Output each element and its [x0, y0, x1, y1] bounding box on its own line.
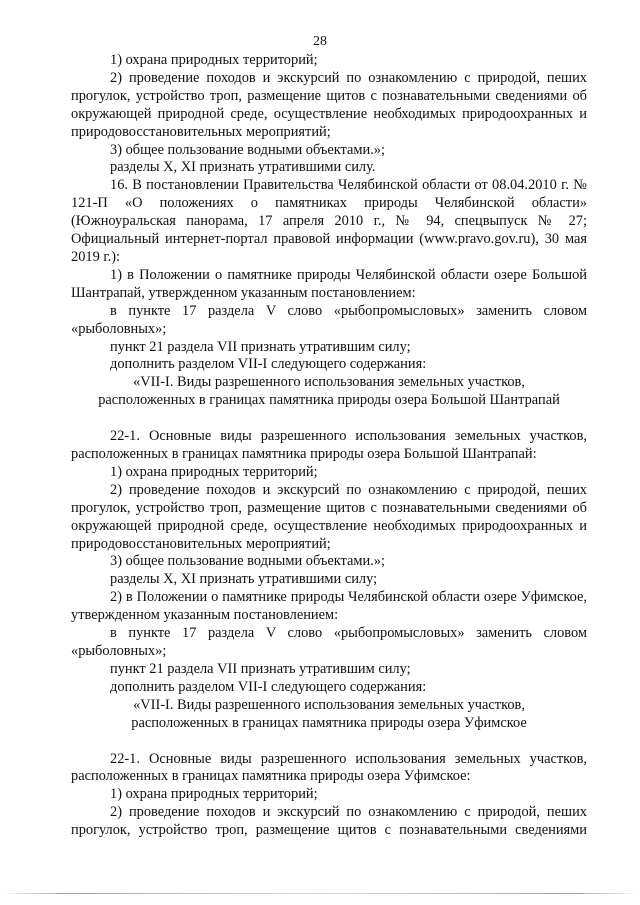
paragraph: 16. В постановлении Правительства Челябинской области от 08.04.2010 г. № 121-П «О положениях о памятниках природы Челябинской области» (Южноуральская панорама, 17 апреля 2010 г., № 94, спецвыпуск № 27; Официальный интернет-портал правовой информации (www.pravo.gov.ru), 30 мая 2019 г.): — [71, 177, 587, 265]
paragraph: разделы X, XI признать утратившими силу. — [110, 159, 376, 176]
paragraph: разделы X, XI признать утратившими силу; — [110, 571, 378, 588]
paragraph: 2) в Положении о памятнике природы Челябинской области озере Уфимское, утвержденном указанным постановлением: — [71, 589, 587, 624]
spacer — [71, 733, 587, 751]
document-body — [71, 52, 587, 840]
paragraph: 1) охрана природных территорий; — [110, 786, 318, 803]
paragraph: 1) в Положении о памятнике природы Челябинской области озере Большой Шантрапай, утвержденном указанным постановлением: — [71, 266, 587, 301]
scan-edge-line — [0, 893, 640, 894]
paragraph: 2) проведение походов и экскурсий по ознакомлению с природой, пеших прогулок, устройство троп, размещение щитов с познавательными сведениями — [71, 804, 587, 839]
paragraph: 22-1. Основные виды разрешенного использования земельных участков, расположенных в границах памятника природы озера Большой Шантрапай: — [71, 428, 587, 463]
section-heading-line: расположенных в границах памятника природы озера Уфимское — [131, 714, 527, 731]
section-heading-line: «VII-I. Виды разрешенного использования земельных участков, — [133, 696, 525, 713]
paragraph: пункт 21 раздела VII признать утратившим силу; — [110, 338, 411, 355]
paragraph: дополнить разделом VII-I следующего содержания: — [110, 356, 427, 373]
section-heading-line: расположенных в границах памятника природы озера Большой Шантрапай — [98, 392, 560, 409]
section-heading-line: «VII-I. Виды разрешенного использования земельных участков, — [133, 374, 525, 391]
page-number: 28 — [313, 34, 327, 49]
paragraph: 1) охрана природных территорий; — [110, 52, 318, 68]
paragraph: 2) проведение походов и экскурсий по ознакомлению с природой, пеших прогулок, устройство троп, размещение щитов с познавательными сведениями об окружающей природной среде, осуществление необходимых природоохранных и природовосстановительных мероприятий; — [71, 481, 587, 552]
paragraph: 22-1. Основные виды разрешенного использования земельных участков, расположенных в границах памятника природы озера Уфимское: — [71, 750, 587, 785]
paragraph: в пункте 17 раздела V слово «рыбопромысловых» заменить словом «рыболовных»; — [71, 302, 587, 337]
paragraph: в пункте 17 раздела V слово «рыбопромысловых» заменить словом «рыболовных»; — [71, 625, 587, 659]
spacer — [71, 410, 587, 428]
paragraph: пункт 21 раздела VII признать утратившим силу; — [110, 660, 411, 677]
paragraph: 1) охрана природных территорий; — [110, 463, 318, 480]
paragraph: 3) общее пользование водными объектами.»; — [110, 141, 385, 158]
paragraph: 3) общее пользование водными объектами.»; — [110, 553, 385, 570]
paragraph: дополнить разделом VII-I следующего содержания: — [110, 678, 427, 695]
paragraph: 2) проведение походов и экскурсий по ознакомлению с природой, пеших прогулок, устройство троп, размещение щитов с познавательными сведениями об окружающей природной среде, осуществление необходимых природоохранных и природовосстановительных мероприятий; — [71, 69, 587, 140]
